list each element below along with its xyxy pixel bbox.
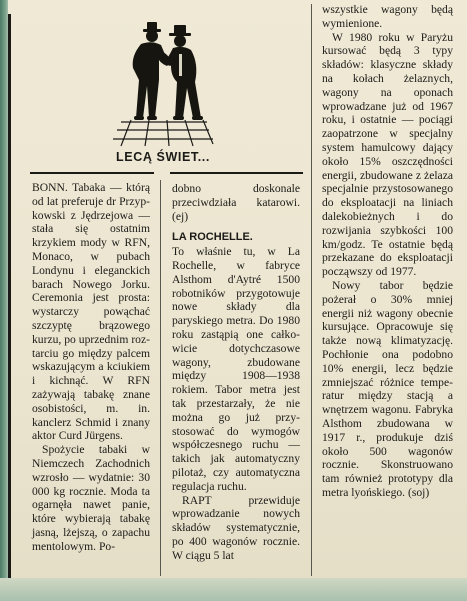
floor-grid bbox=[113, 120, 213, 146]
column-rule-middle bbox=[170, 172, 303, 174]
paragraph bbox=[322, 279, 453, 500]
paragraph-text: RAPT przewiduje wprowadzanie nowych składów systematycznie, po 400 wagonów rocznie. W ciągu 5 lat bbox=[172, 493, 300, 562]
paragraph bbox=[172, 245, 300, 493]
paragraph bbox=[172, 494, 300, 563]
paragraph bbox=[322, 3, 453, 31]
column-rule-left bbox=[30, 172, 154, 174]
article-column-3 bbox=[322, 3, 453, 500]
two-figures-silhouette-illustration bbox=[103, 20, 221, 148]
paragraph bbox=[172, 182, 300, 223]
paragraph-text: wszystkie wagony będą wymienione. bbox=[322, 3, 453, 30]
section-lead bbox=[172, 230, 300, 245]
paragraph bbox=[32, 181, 150, 443]
page-bottom-edge bbox=[0, 578, 467, 601]
paragraph-text: Nowy tabor będzie pożerał o 30% mniej energii niż wagony obecnie kursujące. Opracowuje się także nową klimatyzację. Pochłonie ona podobno 10% energii, lecz będzie zmniejszać różnice temperatur między stacją a wnętrzem wagonu. Fabryka Alsthom zbudowana w 1917 r., produkuje dziś około 500 wagonów rocznie. Skonstruowano tam również prototypy dla metra lyońskiego. (soj) bbox=[322, 278, 453, 499]
right-figure bbox=[163, 25, 203, 120]
article-column-2 bbox=[172, 182, 300, 563]
article-heading: LECĄ ŚWIET... bbox=[116, 150, 210, 164]
column-divider-2 bbox=[311, 4, 312, 576]
illustration-svg bbox=[103, 20, 221, 148]
page-edge-green bbox=[0, 0, 8, 601]
paragraph-text: dobno doskonale przeciwdziała katarowi. (ej) bbox=[172, 182, 300, 223]
column-divider-1 bbox=[160, 180, 161, 576]
dateline: LA ROCHELLE. bbox=[172, 231, 253, 244]
paragraph-text: To właśnie tu, w La Rochelle, w fabryce Alsthom d'Aytré 1500 robotników przygotowuje nowe składy dla paryskiego metra. Do 1980 roku zastąpią one całkowicie dotychczasowe wagony, zbudowane między 1908—1938 rokiem. Tabor metra jest tak przestarzały, że nie można go już przystosować do wymogów współczesnego ruchu — takich jak automatyczny pilotaż, czy automatyczna regulacja ruchu. bbox=[172, 245, 300, 493]
left-figure bbox=[133, 22, 173, 120]
paragraph-text: W 1980 roku w Paryżu kursować będą 3 typy składów: klasyczne składy na kołach żelaznych, wagony na oponach wprowadzane już od 1967 roku, i ostatnie — pociągi zaopatrzone w specjalny system hamulcowy dający około 15% oszczędności energii, zbudowane z żelaza specjalnie przystosowanego do eksploatacji na liniach dalekobieżnych i do rozwijania szybkości 100 km/godz. Te ostatnie będą przekazane do eksploatacji począwszy od 1977. bbox=[322, 30, 453, 279]
paragraph-text: BONN. Tabaka — którą od lat preferuje dr Przypkowski z Jędrzejowa — stała się ostatnim krzykiem mody w RFN, Monaco, w pubach Londynu i eleganckich barach Nowego Jorku. Ceremonia jest prosta: wystarczy powąchać szczyptę brązowego kurzu, po uprzednim roztarciu go między palcem wskazującym a kciukiem i kichnąć. W RFN zażywają tabakę znane osobistości, m. in. kanclerz Schmid i znany aktor Curd Jürgens. bbox=[32, 181, 150, 443]
paragraph bbox=[322, 31, 453, 279]
paragraph bbox=[32, 443, 150, 553]
left-border-rule bbox=[8, 14, 11, 580]
article-column-1 bbox=[32, 181, 150, 554]
paragraph-text: Spożycie tabaki w Niemczech Zachodnich wzrosło — wydatnie: 30 000 kg rocznie. Moda ta ogarnęła nawet panie, które wybierają tabakę jasną, lżejszą, o zapachu mentolowym. Po- bbox=[32, 443, 150, 553]
